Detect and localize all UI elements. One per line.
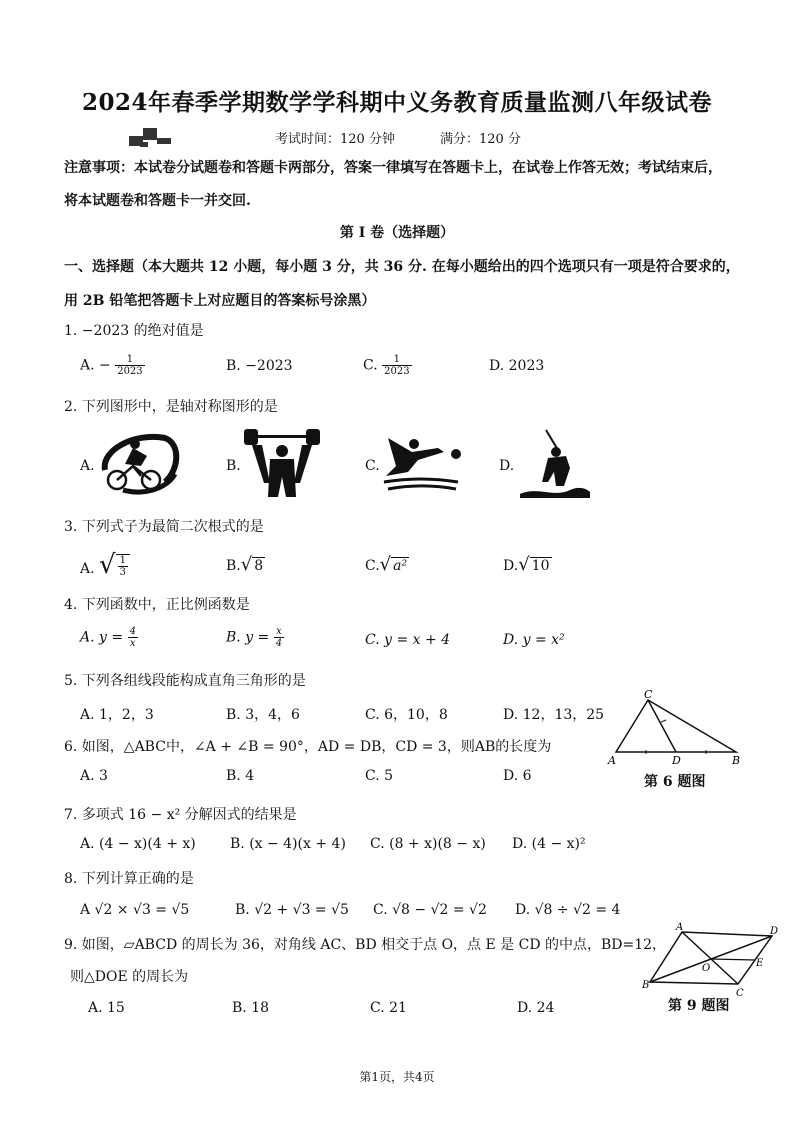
q3-a-radical: √ $\frac{1}{3}$ bbox=[99, 552, 130, 578]
weightlifter-icon bbox=[240, 425, 324, 500]
q6-label-b: B bbox=[732, 754, 741, 767]
q4-option-a bbox=[80, 626, 138, 649]
q3-b-label: B. bbox=[226, 558, 241, 574]
q4-option-c: C. y = x + 4 bbox=[365, 632, 451, 648]
q7-option-d: D. (4 − x)² bbox=[512, 836, 586, 852]
q9-label-e: E bbox=[756, 958, 764, 969]
notice-line-2: 将本试题卷和答题卡一并交回. bbox=[64, 193, 251, 209]
q3-option-b bbox=[226, 556, 265, 574]
cyclist-icon bbox=[95, 430, 183, 498]
q1-option-b: B. −2023 bbox=[226, 358, 293, 374]
exam-score: 满分：120 分 bbox=[440, 132, 521, 147]
q5-option-a: A. 1，2，3 bbox=[80, 707, 154, 723]
q1-c-fraction: $\frac{1}{2023}$ bbox=[384, 354, 410, 377]
q9-stem-line-2: 则△DOE 的周长为 bbox=[70, 969, 189, 985]
q5-option-b: B. 3，4，6 bbox=[226, 707, 300, 723]
part-title: 第 I 卷（选择题） bbox=[339, 225, 455, 241]
q2-option-c-label: C. bbox=[365, 458, 380, 474]
q3-option-c bbox=[365, 556, 409, 574]
q5-option-c: C. 6，10，8 bbox=[365, 707, 448, 723]
q2-stem: 2. 下列图形中，是轴对称图形的是 bbox=[64, 399, 278, 415]
q3-c-label: C. bbox=[365, 558, 380, 574]
notice-line-1: 注意事项：本试卷分试题卷和答题卡两部分，答案一律填写在答题卡上，在试卷上作答无效；考试结束后， bbox=[64, 160, 722, 176]
q9-label-a: A bbox=[676, 922, 684, 933]
q9-label-b: B bbox=[642, 980, 650, 991]
q6-option-b: B. 4 bbox=[226, 768, 255, 784]
section-line-1: 一、选择题（本大题共 12 小题，每小题 3 分，共 36 分. 在每小题给出的四个选项只有一项是符合要求的， bbox=[64, 259, 740, 275]
page-number: 第1页，共4页 bbox=[359, 1070, 435, 1084]
q9-option-a: A. 15 bbox=[88, 1000, 125, 1016]
q9-parallelogram-figure bbox=[640, 922, 785, 997]
q9-option-c: C. 21 bbox=[370, 1000, 407, 1016]
q3-d-label: D. bbox=[503, 558, 519, 574]
q6-label-c: C bbox=[644, 690, 653, 701]
q1-a-prefix: A. − bbox=[80, 357, 111, 374]
q3-option-a bbox=[80, 552, 130, 578]
q4-option-b bbox=[226, 626, 284, 649]
q6-label-a: A bbox=[608, 754, 616, 767]
q9-label-d: D bbox=[770, 926, 779, 937]
q1-a-fraction: $\frac{1}{2023}$ bbox=[117, 354, 143, 377]
q6-stem: 6. 如图，△ABC中，∠A + ∠B = 90°，AD = DB，CD = 3，则AB的长度为 bbox=[64, 739, 552, 755]
q4-option-d: D. y = x² bbox=[503, 632, 565, 648]
q6-figure-caption: 第 6 题图 bbox=[644, 774, 706, 790]
volleyball-player-icon bbox=[378, 430, 463, 492]
q3-c-radical: √ a² bbox=[379, 554, 408, 575]
golfer-icon bbox=[518, 428, 592, 500]
q4-a-prefix: A. y = bbox=[80, 629, 124, 646]
q4-stem: 4. 下列函数中，正比例函数是 bbox=[64, 597, 250, 613]
section-line-2: 用 2B 铅笔把答题卡上对应题目的答案标号涂黑） bbox=[64, 293, 376, 309]
q1-c-prefix: C. bbox=[363, 357, 378, 374]
q1-stem: 1. −2023 的绝对值是 bbox=[64, 323, 204, 339]
q9-stem-line-1: 9. 如图，▱ABCD 的周长为 36，对角线 AC、BD 相交于点 O，点 E 是 CD 的中点，BD=12， bbox=[64, 937, 667, 953]
q1-option-a bbox=[80, 354, 145, 377]
q6-triangle-figure bbox=[606, 690, 746, 768]
q8-stem: 8. 下列计算正确的是 bbox=[64, 871, 194, 887]
q3-option-d bbox=[503, 556, 552, 574]
q7-stem: 7. 多项式 16 − x² 分解因式的结果是 bbox=[64, 807, 297, 823]
q5-option-d: D. 12，13，25 bbox=[503, 707, 605, 723]
q9-label-c: C bbox=[736, 988, 744, 997]
q8-option-a: A √2 × √3 = √5 bbox=[80, 902, 190, 918]
q3-d-radical: √ 10 bbox=[518, 554, 550, 575]
q8-option-b: B. √2 + √3 = √5 bbox=[235, 902, 349, 918]
q9-label-o: O bbox=[702, 963, 711, 974]
q2-option-a-label: A. bbox=[80, 458, 95, 474]
q7-option-b: B. (x − 4)(x + 4) bbox=[230, 836, 346, 852]
q1-option-c bbox=[363, 354, 412, 377]
exam-time: 考试时间：120 分钟 bbox=[275, 132, 395, 147]
q9-option-b: B. 18 bbox=[232, 1000, 270, 1016]
q4-b-prefix: B. y = bbox=[226, 629, 270, 646]
q7-option-a: A. (4 − x)(4 + x) bbox=[80, 836, 196, 852]
q4-b-fraction: $\frac{x}{4}$ bbox=[275, 626, 283, 649]
q4-a-fraction: $\frac{4}{x}$ bbox=[129, 626, 136, 649]
q3-b-radical: √ 8 bbox=[240, 554, 264, 575]
q1-option-d: D. 2023 bbox=[489, 358, 545, 374]
q2-option-b-label: B. bbox=[226, 458, 241, 474]
q9-option-d: D. 24 bbox=[517, 1000, 555, 1016]
exam-title: 2024年春季学期数学学科期中义务教育质量监测八年级试卷 bbox=[81, 89, 712, 116]
q7-option-c: C. (8 + x)(8 − x) bbox=[370, 836, 486, 852]
q3-stem: 3. 下列式子为最简二次根式的是 bbox=[64, 519, 264, 535]
q6-option-d: D. 6 bbox=[503, 768, 532, 784]
q3-a-label: A. bbox=[80, 561, 95, 577]
q6-label-d: D bbox=[672, 754, 681, 767]
q6-option-c: C. 5 bbox=[365, 768, 394, 784]
q8-option-c: C. √8 − √2 = √2 bbox=[373, 902, 487, 918]
q6-option-a: A. 3 bbox=[80, 768, 108, 784]
q2-option-d-label: D. bbox=[499, 458, 515, 474]
q8-option-d: D. √8 ÷ √2 = 4 bbox=[515, 902, 621, 918]
q9-figure-caption: 第 9 题图 bbox=[668, 998, 730, 1014]
q5-stem: 5. 下列各组线段能构成直角三角形的是 bbox=[64, 673, 306, 689]
